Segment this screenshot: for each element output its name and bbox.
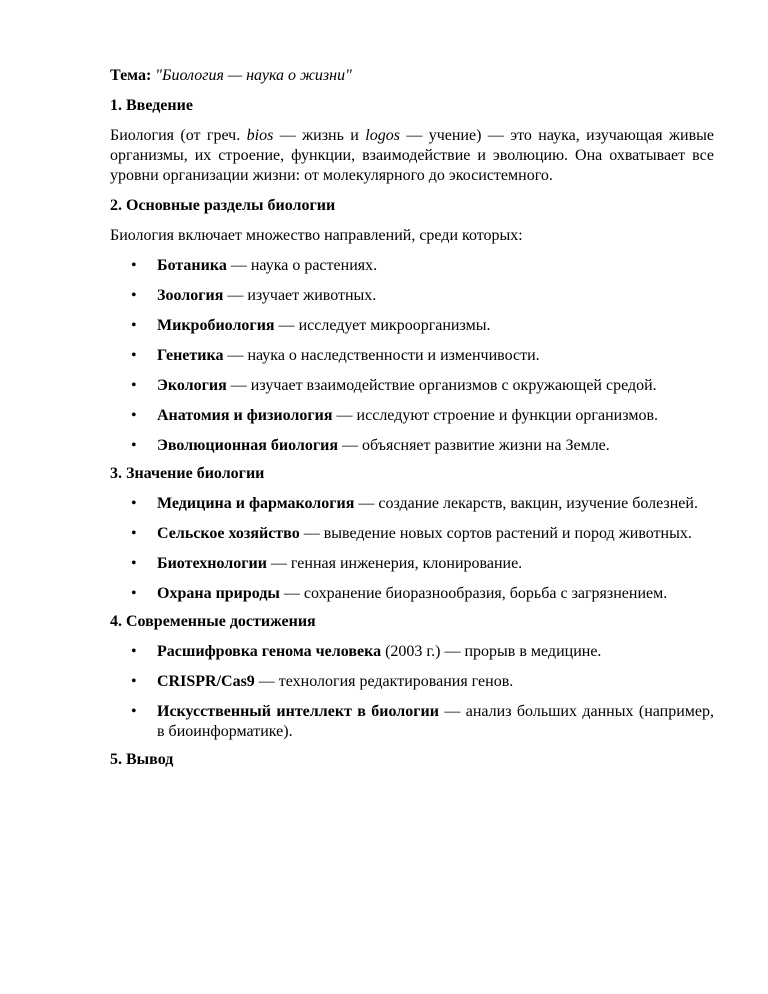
list-item-desc: (2003 г.) — прорыв в медицине. bbox=[381, 643, 602, 660]
list-item-desc: — выведение новых сортов растений и пород животных. bbox=[299, 525, 692, 542]
list-item bbox=[110, 286, 714, 306]
list-item-desc: — сохранение биоразнообразия, борьба с загрязнением. bbox=[279, 585, 668, 602]
list-item-desc: — объясняет развитие жизни на Земле. bbox=[338, 437, 610, 454]
list-item-desc: — наука о растениях. bbox=[226, 257, 378, 274]
topic-line bbox=[110, 66, 714, 86]
list-item-term: Генетика bbox=[157, 347, 224, 364]
list-item bbox=[110, 376, 714, 396]
list-item-term: Ботаника bbox=[157, 257, 227, 274]
list-item-term: Охрана природы bbox=[157, 585, 280, 602]
list-item bbox=[110, 316, 714, 336]
list-item bbox=[110, 672, 714, 692]
branches-lead: Биология включает множество направлений, среди которых: bbox=[110, 227, 523, 244]
list-item-desc: — технология редактирования генов. bbox=[254, 673, 514, 690]
list-item-term: CRISPR/Cas9 bbox=[157, 673, 255, 690]
intro-paragraph bbox=[110, 126, 714, 186]
list-item-term: Микробиология bbox=[157, 317, 275, 334]
list-item bbox=[110, 494, 714, 514]
section-heading-achievements: 4. Современные достижения bbox=[110, 613, 316, 630]
list-item-term: Экология bbox=[157, 377, 227, 394]
list-item-term: Эволюционная биология bbox=[157, 437, 339, 454]
significance-list bbox=[110, 494, 714, 604]
list-item-desc: — анализ больших данных (например, в биоинформатике). bbox=[157, 703, 715, 740]
list-item bbox=[110, 524, 714, 544]
list-item-desc: — изучает животных. bbox=[223, 287, 377, 304]
section-heading-conclusion: 5. Вывод bbox=[110, 751, 174, 768]
list-item-term: Зоология bbox=[157, 287, 224, 304]
intro-term-bios: bios bbox=[246, 127, 274, 144]
list-item bbox=[110, 642, 714, 662]
branches-list bbox=[110, 256, 714, 456]
section-heading-intro: 1. Введение bbox=[110, 97, 193, 114]
topic-title: "Биология — наука о жизни" bbox=[155, 67, 352, 84]
list-item bbox=[110, 584, 714, 604]
list-item-term: Медицина и фармакология bbox=[157, 495, 355, 512]
topic-label: Тема: bbox=[110, 67, 152, 84]
list-item-desc: — наука о наследственности и изменчивости. bbox=[223, 347, 540, 364]
list-item-desc: — изучает взаимодействие организмов с окружающей средой. bbox=[226, 377, 657, 394]
list-item-term: Искусственный интеллект в биологии bbox=[157, 703, 439, 720]
document-page bbox=[110, 66, 714, 780]
list-item bbox=[110, 346, 714, 366]
list-item-term: Сельское хозяйство bbox=[157, 525, 300, 542]
list-item bbox=[110, 256, 714, 276]
section-heading-branches: 2. Основные разделы биологии bbox=[110, 197, 336, 214]
list-item bbox=[110, 554, 714, 574]
list-item bbox=[110, 436, 714, 456]
list-item-term: Анатомия и физиология bbox=[157, 407, 333, 424]
list-item-desc: — исследует микроорганизмы. bbox=[274, 317, 491, 334]
section-heading-significance: 3. Значение биологии bbox=[110, 465, 265, 482]
list-item bbox=[110, 702, 714, 742]
list-item bbox=[110, 406, 714, 426]
list-item-desc: — генная инженерия, клонирование. bbox=[266, 555, 523, 572]
list-item-term: Расшифровка генома человека bbox=[157, 643, 382, 660]
list-item-desc: — исследуют строение и функции организмов. bbox=[332, 407, 658, 424]
intro-term-logos: logos bbox=[365, 127, 400, 144]
list-item-desc: — создание лекарств, вакцин, изучение болезней. bbox=[354, 495, 698, 512]
list-item-term: Биотехнологии bbox=[157, 555, 267, 572]
intro-text-1: Биология (от греч. bbox=[110, 127, 247, 144]
intro-text-2: — жизнь и bbox=[273, 127, 366, 144]
achievements-list bbox=[110, 642, 714, 742]
intro-text-3: — учение) — это наука, изучающая живые организмы, их строение, функции, взаимодействие и эволюцию. Она охватывает все уровни организации жизни: от молекулярного до экосистемного. bbox=[110, 127, 714, 184]
